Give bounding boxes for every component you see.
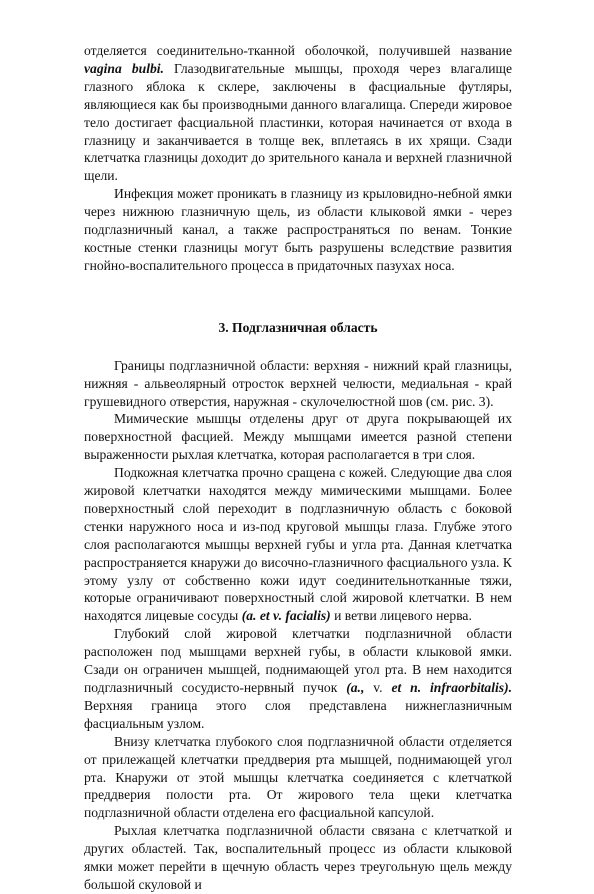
document-page	[84, 42, 512, 894]
paragraph-infection: Инфекция может проникать в глазницу из крыловидно-небной ямки через нижнюю глазничную щель, из области клыковой ямки - через подглазничный канал, а также распространяться по венам. Тонкие костные стенки глазницы могут быть разрушены вследствие развития гнойно-воспалительного процесса в придаточных пазухах носа.	[84, 186, 512, 273]
paragraph-vagina-bulbi: отделяется соединительно-тканной оболочкой, получившей название vagina bulbi. Глазодвигательные мышцы, проходя через влагалище глазного яблока к склере, заключены в фасциальные футляры, являющиеся как бы производными данного влагалища. Спереди жировое тело достигает фасциальной пластинки, которая начинается от входа в глазницу и заканчивается в толще век, вплетаясь в их хрящи. Сзади клетчатка глазницы доходит до зрительного канала и верхней глазничной щели.	[84, 43, 512, 184]
paragraph-subcutaneous: Подкожная клетчатка прочно сращена с кожей. Следующие два слоя жировой клетчатки находятся между мимическими мышцами. Более поверхностный слой переходит в подглазничную область с боковой стенки наружного носа и из-под круговой мышцы глаза. Глубже этого слоя располагаются мышцы верхней губы и угла рта. Данная клетчатка распространяется кнаружи до височно-глазничного фасциального узла. К этому узлу от собственно кожи идут соединительнотканные тяжи, которые ограничивают поверхностный слой жировой клетчатки. В нем находятся лицевые сосуды (a. et v. facialis) и ветви лицевого нерва.	[84, 465, 512, 624]
section-title: 3. Подглазничная область	[218, 319, 378, 335]
latin-term: (a. et v. facialis)	[241, 608, 331, 624]
paragraph-spread: Рыхлая клетчатка подглазничной области связана с клетчаткой и других областей. Так, воспалительный процесс из области клыковой ямки может перейти в щечную область через треугольную щель между большой скуловой и	[84, 823, 512, 892]
latin-term: (a.,	[346, 680, 365, 695]
paragraph-boundaries: Границы подглазничной области: верхняя - нижний край глазницы, нижняя - альвеолярный отросток верхней челюсти, медиальная - край грушевидного отверстия, наружная - скулочелюстной шов (см. рис. 3).	[84, 357, 512, 409]
paragraph-lower-boundary: Внизу клетчатка глубокого слоя подглазничной области отделяется от прилежащей клетчатки преддверия рта мышцей, поднимающей угол рта. Кнаружи от этой мышцы клетчатка соединяется с клетчаткой преддверия полости рта. От жирового тела щеки клетчатка подглазничной области отделена его фасциальной капсулой.	[84, 733, 512, 821]
latin-term: vagina bulbi.	[84, 60, 164, 76]
paragraph-mimic-muscles: Мимические мышцы отделены друг от друга покрывающей их поверхностной фасцией. Между мышцами имеется разной степени выраженности рыхлая клетчатка, которая располагается в три слоя.	[84, 411, 512, 463]
paragraph-deep-layer: Глубокий слой жировой клетчатки подглазничной области расположен под мышцами верхней губы, в области клыковой ямки. Сзади он ограничен мышцей, поднимающей угол рта. В нем находится подглазничный сосудисто-нервный пучок (a., v. et n. infraorbitalis). Верхняя граница этого слоя представлена нижнеглазничным фасциальным узлом.	[84, 626, 512, 731]
latin-term: et n. infraorbitalis).	[391, 680, 512, 695]
